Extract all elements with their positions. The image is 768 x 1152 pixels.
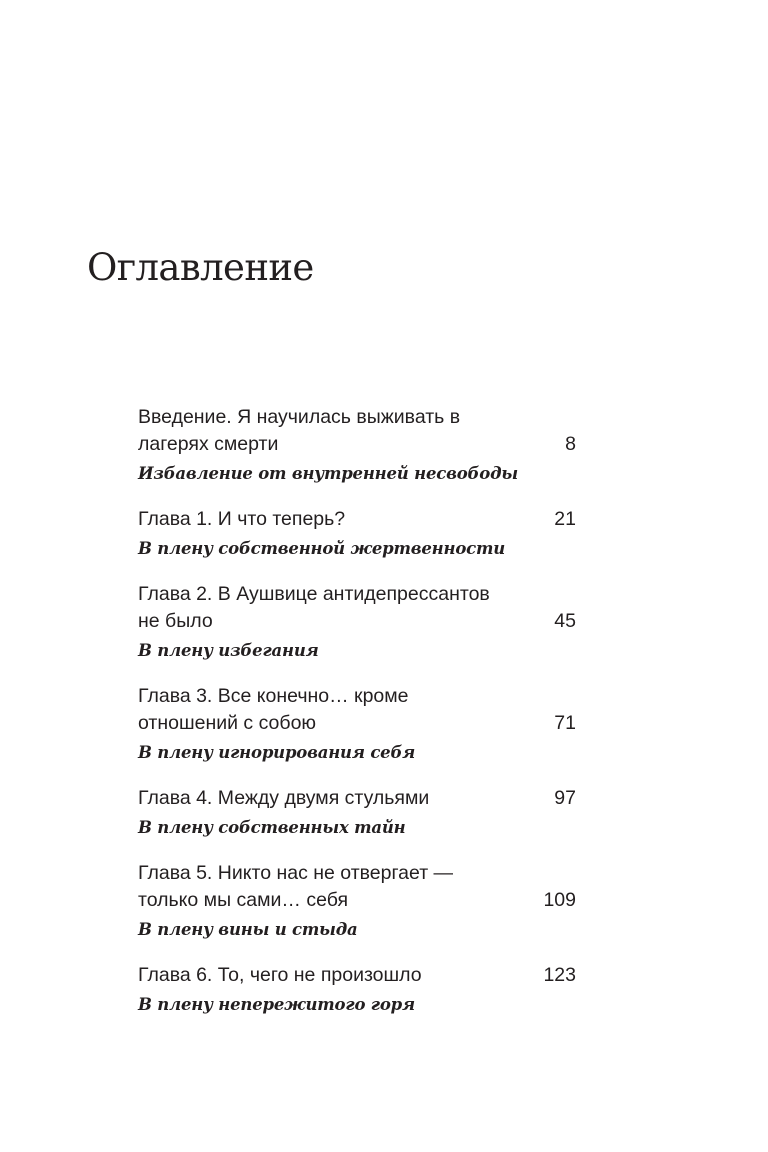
toc-entry-subtitle: Избавление от внутренней несвободы [138, 464, 518, 483]
table-of-contents [138, 404, 578, 1037]
toc-entry-title: Глава 6. То, чего не произошло [138, 964, 422, 986]
toc-entry-title: Глава 4. Между двумя стульями [138, 787, 430, 809]
toc-entry-subtitle: В плену избегания [138, 641, 319, 660]
page-title: Оглавление [87, 246, 314, 289]
toc-entry-title: Введение. Я научилась выживать в лагерях смерти [138, 406, 461, 455]
toc-entry-chapter-1 [138, 506, 578, 561]
toc-entry-chapter-3 [138, 683, 578, 765]
toc-entry-subtitle: В плену непережитого горя [138, 995, 415, 1014]
toc-entry-page-number: 45 [554, 610, 576, 632]
toc-entry-title: Глава 3. Все конечно… кроме отношений с собою [138, 685, 409, 734]
toc-entry-subtitle: В плену собственных тайн [138, 818, 406, 837]
toc-entry-title: Глава 2. В Аушвице антидепрессантов не было [138, 583, 490, 632]
toc-entry-title: Глава 1. И что теперь? [138, 508, 346, 530]
toc-entry-chapter-5 [138, 860, 578, 942]
toc-entry-introduction [138, 404, 578, 486]
toc-entry-page-number: 109 [543, 889, 576, 911]
toc-entry-subtitle: В плену игнорирования себя [138, 743, 416, 762]
toc-entry-subtitle: В плену вины и стыда [138, 920, 358, 939]
toc-entry-page-number: 71 [554, 712, 576, 734]
toc-entry-subtitle: В плену собственной жертвенности [138, 539, 506, 558]
toc-entry-page-number: 123 [543, 964, 576, 986]
toc-entry-chapter-6 [138, 962, 578, 1017]
toc-entry-title: Глава 5. Никто нас не отвергает — только мы сами… себя [138, 862, 454, 911]
toc-entry-page-number: 97 [554, 787, 576, 809]
toc-entry-page-number: 21 [554, 508, 576, 530]
toc-entry-chapter-4 [138, 785, 578, 840]
toc-entry-chapter-2 [138, 581, 578, 663]
toc-entry-page-number: 8 [565, 433, 576, 455]
